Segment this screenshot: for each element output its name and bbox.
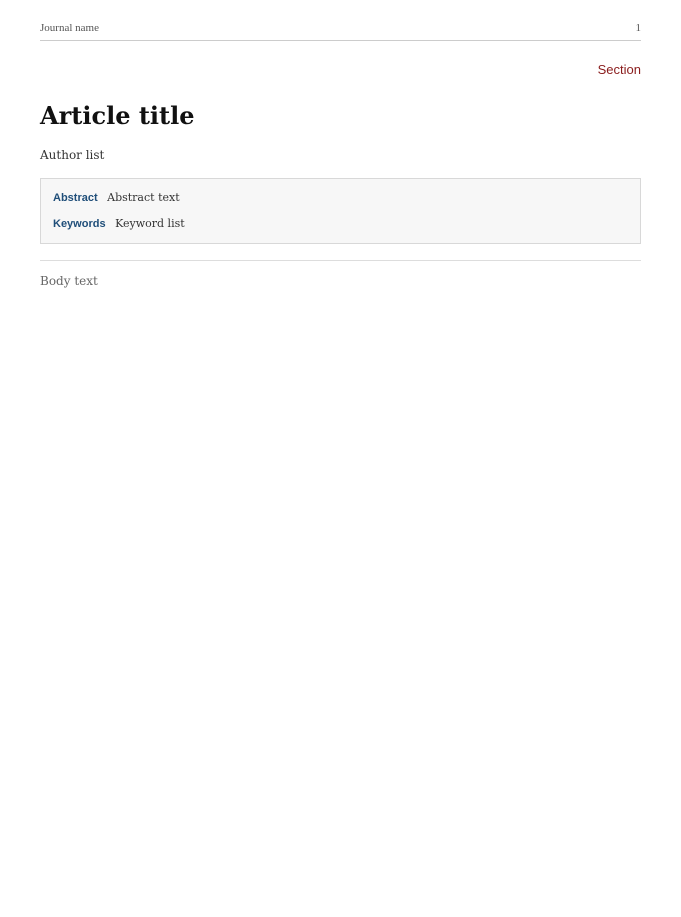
abstract-box [40,178,641,244]
article [40,100,641,291]
abstract-label: Abstract [53,192,98,204]
journal-name: Journal name [40,22,99,34]
running-header [40,22,641,41]
page-number: 1 [635,22,641,34]
keywords-label: Keywords [53,218,106,230]
keywords-row [53,215,628,233]
body-text: Body text [40,260,641,291]
section-tag: Section [597,62,641,77]
abstract-text: Abstract text [107,191,180,204]
keywords-text: Keyword list [115,217,185,230]
author-list: Author list [40,148,105,162]
article-title: Article title [40,101,195,130]
